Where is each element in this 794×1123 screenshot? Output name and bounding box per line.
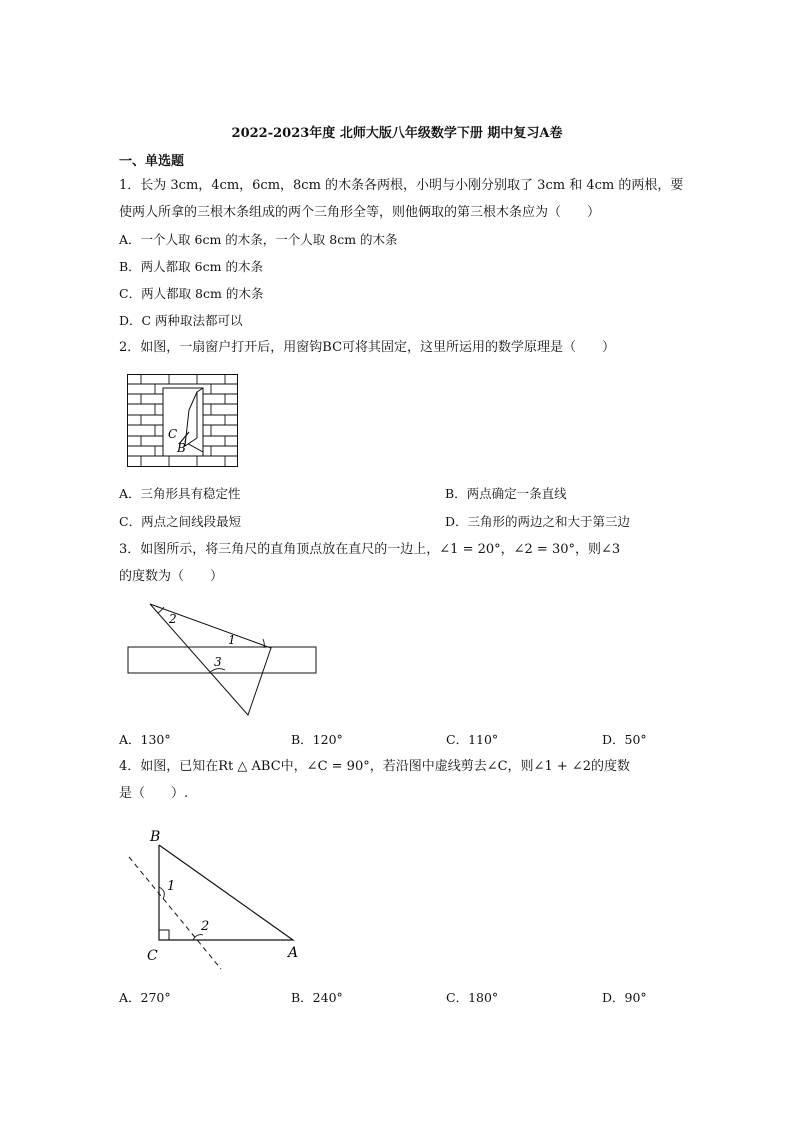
q4-label-2: 2	[201, 919, 210, 934]
page-title: 2022-2023年度 北师大版八年级数学下册 期中复习A卷	[231, 126, 563, 141]
q4-label-c: C	[147, 948, 158, 964]
q2-option-c: C．两点之间线段最短	[119, 514, 242, 529]
q4-label-1: 1	[167, 879, 176, 894]
q4-stem-line1: 4．如图，已知在Rt △ ABC中，∠C = 90°，若沿图中虚线剪去∠C，则∠1 + ∠2的度数	[119, 759, 631, 774]
q3-label-1: 1	[228, 633, 236, 647]
q1-stem-line1: 1．长为 3cm，4cm，6cm，8cm 的木条各两根，小明与小刚分别取了 3cm 和 4cm 的两根，要	[119, 178, 684, 193]
q3-option-d: D．50°	[602, 732, 647, 747]
q4-option-c: C．180°	[446, 990, 499, 1005]
q3-stem-line1: 3．如图所示，将三角尺的直角顶点放在直尺的一边上，∠1 = 20°，∠2 = 30°，则∠3	[119, 542, 621, 557]
q4-label-b: B	[150, 829, 161, 845]
q3-stem-line2: 的度数为（ ）	[119, 569, 224, 584]
q1-option-a: A．一个人取 6cm 的木条，一个人取 8cm 的木条	[119, 232, 398, 247]
q4-stem-line2: 是（ ）.	[119, 786, 189, 801]
q3-option-b: B．120°	[291, 732, 343, 747]
q2-window-figure	[127, 374, 239, 468]
q2-option-d: D．三角形的两边之和大于第三边	[445, 514, 631, 529]
q4-label-a: A	[288, 945, 299, 961]
q2-option-b: B．两点确定一条直线	[445, 486, 567, 501]
q2-option-a: A．三角形具有稳定性	[119, 486, 241, 501]
q4-option-d: D．90°	[602, 990, 647, 1005]
q3-option-a: A．130°	[119, 732, 171, 747]
q4-option-b: B．240°	[291, 990, 343, 1005]
q2-label-c: C	[168, 427, 178, 441]
q1-option-d: D．C 两种取法都可以	[119, 313, 243, 328]
q3-label-2: 2	[169, 612, 177, 626]
section-heading: 一、单选题	[119, 154, 185, 169]
q1-option-c: C．两人都取 8cm 的木条	[119, 286, 264, 301]
q1-stem-line2: 使两人所拿的三根木条组成的两个三角形全等，则他俩取的第三根木条应为（ ）	[119, 205, 601, 220]
q1-option-b: B．两人都取 6cm 的木条	[119, 259, 263, 274]
q4-option-a: A．270°	[119, 990, 171, 1005]
q4-right-triangle-figure	[125, 823, 315, 973]
q2-label-b: B	[177, 441, 186, 455]
q2-stem: 2．如图，一扇窗户打开后，用窗钩BC可将其固定，这里所运用的数学原理是（ ）	[119, 340, 616, 355]
q3-ruler-triangle-figure	[125, 600, 321, 718]
q3-label-3: 3	[214, 655, 222, 669]
q3-option-c: C．110°	[446, 732, 499, 747]
